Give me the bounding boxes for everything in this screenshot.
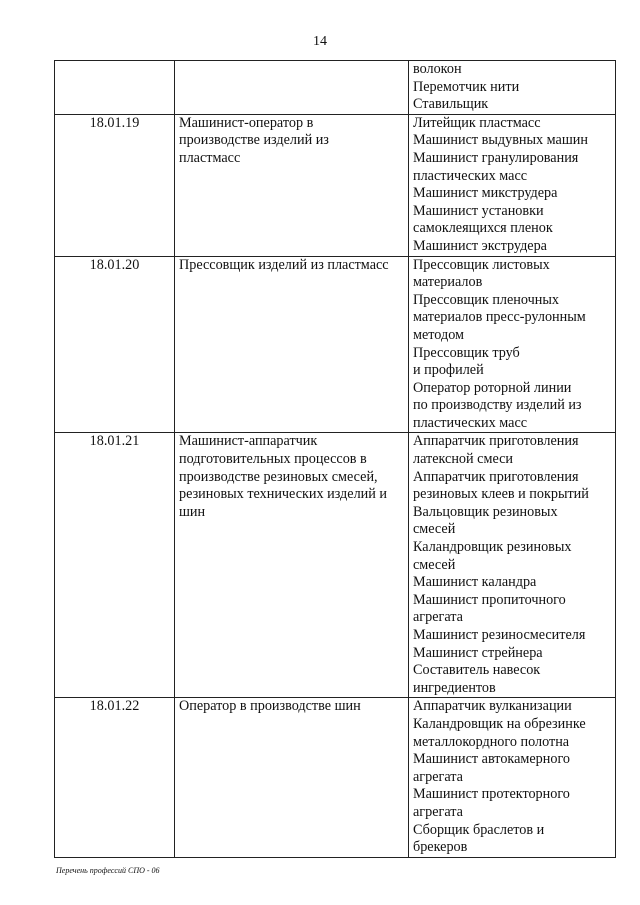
related-profession-line: агрегата — [413, 768, 463, 785]
page-number: 14 — [313, 34, 327, 49]
related-profession-line: Каландровщик на обрезинке — [413, 715, 586, 732]
related-profession-line: Аппаратчик приготовления — [413, 468, 579, 485]
related-professions — [409, 698, 616, 857]
related-profession-line: Машинист стрейнера — [413, 644, 543, 661]
related-profession-line: Машинист автокамерного — [413, 751, 570, 768]
related-profession-line: Прессовщик труб — [413, 344, 520, 361]
related-profession-line: Машинист экструдера — [413, 237, 547, 254]
related-profession-line: Машинист микструдера — [413, 185, 558, 202]
related-profession-line: Вальцовщик резиновых — [413, 503, 558, 520]
profession-code: 18.01.21 — [55, 433, 175, 698]
table-row — [55, 433, 616, 698]
related-profession-line: Оператор роторной линии — [413, 379, 572, 396]
related-profession-line: латексной смеси — [413, 451, 513, 468]
related-profession-line: материалов — [413, 274, 483, 291]
profession-name-line: Машинист-аппаратчик — [179, 433, 318, 450]
profession-name — [175, 61, 409, 115]
profession-name-line: подготовительных процессов в — [179, 451, 367, 468]
related-profession-line: Машинист резиносмесителя — [413, 627, 586, 643]
related-profession-line: Литейщик пластмасс — [413, 114, 541, 131]
related-profession-line: Ставильщик — [413, 96, 489, 113]
table-body — [55, 61, 616, 858]
related-profession-line: Машинист пропиточного — [413, 591, 566, 608]
related-profession-line: Машинист каландра — [413, 574, 537, 591]
related-profession-line: и профилей — [413, 362, 484, 379]
profession-name-line: резиновых технических изделий и — [179, 486, 387, 503]
profession-name — [175, 433, 409, 698]
related-profession-line: Сборщик браслетов и — [413, 821, 545, 838]
related-profession-line: Каландровщик резиновых — [413, 539, 572, 556]
profession-name-line: Машинист-оператор в — [179, 114, 314, 131]
related-profession-line: металлокордного полотна — [413, 733, 570, 750]
table-row — [55, 61, 616, 115]
related-professions — [409, 433, 616, 698]
related-profession-line: Прессовщик листовых — [413, 256, 550, 273]
profession-name-line: производстве изделий из — [179, 132, 329, 149]
table-row — [55, 256, 616, 433]
related-professions — [409, 256, 616, 433]
related-profession-line: по производству изделий из — [413, 397, 582, 414]
profession-name-line: Оператор в производстве шин — [179, 698, 361, 715]
related-profession-line: резиновых клеев и покрытий — [413, 486, 589, 503]
related-profession-line: агрегата — [413, 803, 463, 820]
profession-name — [175, 698, 409, 857]
profession-name-line: шин — [179, 503, 206, 520]
related-profession-line: пластических масс — [413, 167, 528, 184]
related-profession-line: пластических масс — [413, 414, 528, 431]
table-row — [55, 698, 616, 857]
related-profession-line: самоклеящихся пленок — [413, 220, 553, 237]
professions-table — [54, 60, 616, 858]
related-profession-line: смесей — [413, 556, 456, 573]
profession-name-line: Прессовщик изделий из пластмасс — [179, 256, 389, 273]
related-profession-line: волокон — [413, 61, 462, 77]
profession-code: 18.01.20 — [55, 256, 175, 433]
related-profession-line: смесей — [413, 521, 456, 538]
profession-code: 18.01.22 — [55, 698, 175, 857]
related-profession-line: Машинист протекторного — [413, 786, 570, 803]
related-profession-line: Аппаратчик приготовления — [413, 433, 579, 450]
related-profession-line: Машинист выдувных машин — [413, 132, 588, 149]
related-profession-line: Машинист установки — [413, 202, 544, 219]
related-profession-line: ингредиентов — [413, 679, 496, 696]
related-profession-line: Прессовщик пленочных — [413, 291, 559, 308]
related-profession-line: Перемотчик нити — [413, 78, 520, 95]
related-profession-line: Машинист гранулирования — [413, 149, 579, 166]
related-profession-line: брекеров — [413, 839, 468, 856]
related-profession-line: методом — [413, 326, 464, 343]
related-profession-line: Аппаратчик вулканизации — [413, 698, 572, 715]
related-professions — [409, 114, 616, 256]
footer-note: Перечень профессий СПО - 06 — [56, 866, 160, 875]
related-profession-line: материалов пресс-рулонным — [413, 309, 586, 326]
profession-code: 18.01.19 — [55, 114, 175, 256]
table-row — [55, 114, 616, 256]
profession-name-line: пластмасс — [179, 149, 241, 166]
profession-name-line: производстве резиновых смесей, — [179, 468, 378, 485]
profession-name — [175, 114, 409, 256]
related-profession-line: Составитель навесок — [413, 662, 541, 679]
related-professions — [409, 61, 616, 115]
profession-name — [175, 256, 409, 433]
related-profession-line: агрегата — [413, 609, 463, 626]
profession-code — [55, 61, 175, 115]
